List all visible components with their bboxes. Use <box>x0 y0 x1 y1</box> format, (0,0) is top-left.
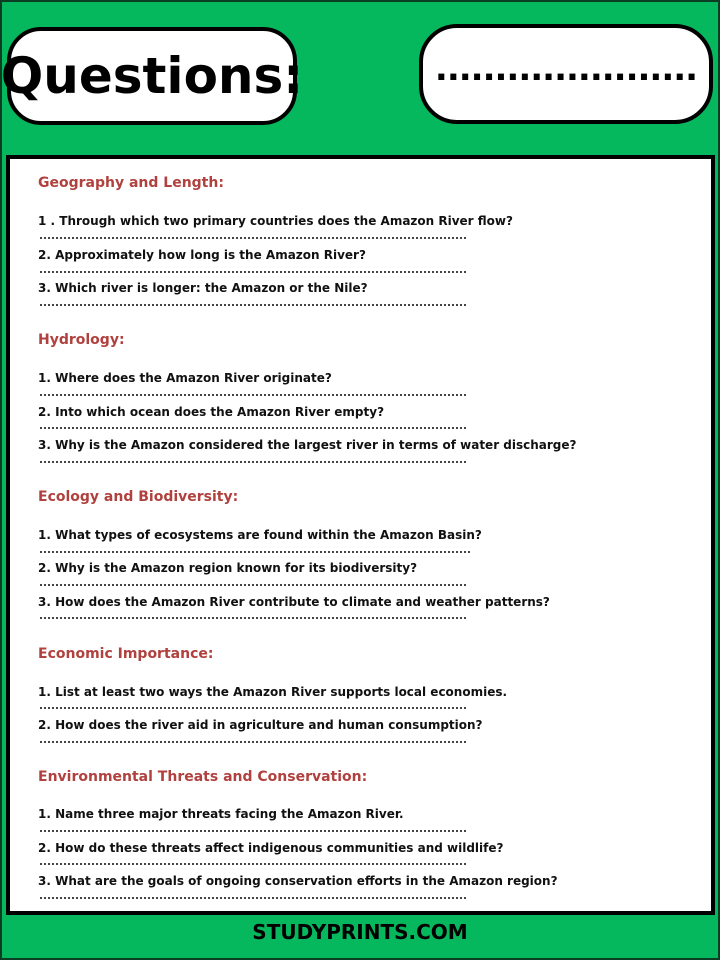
section-title-hydrology: Hydrology: <box>38 332 125 348</box>
answer-line[interactable] <box>40 237 466 239</box>
question: 1. What types of ecosystems are found within the Amazon Basin? <box>38 528 482 542</box>
answer-line[interactable] <box>40 394 466 396</box>
answer-line[interactable] <box>40 707 466 709</box>
title-pill <box>0 27 304 125</box>
page-title: Questions: <box>0 47 304 105</box>
answer-line[interactable] <box>40 863 466 865</box>
answer-line[interactable] <box>40 461 466 463</box>
question: 3. How does the Amazon River contribute to climate and weather patterns? <box>38 595 550 609</box>
section-title-economic: Economic Importance: <box>38 646 214 662</box>
question-sheet <box>6 155 715 915</box>
name-field[interactable] <box>419 24 713 124</box>
question: 2. Into which ocean does the Amazon River empty? <box>38 405 385 419</box>
name-blank: ...................... <box>434 49 698 89</box>
answer-line[interactable] <box>40 584 466 586</box>
question: 2. Approximately how long is the Amazon River? <box>38 248 366 262</box>
question: 1 . Through which two primary countries does the Amazon River flow? <box>38 214 513 228</box>
answer-line[interactable] <box>40 741 466 743</box>
question: 2. Why is the Amazon region known for its biodiversity? <box>38 561 418 575</box>
question: 1. Name three major threats facing the Amazon River. <box>38 807 404 821</box>
footer-site: STUDYPRINTS.COM <box>252 920 468 944</box>
question: 1. Where does the Amazon River originate? <box>38 371 332 385</box>
question: 3. Which river is longer: the Amazon or the Nile? <box>38 281 368 295</box>
answer-line[interactable] <box>40 427 466 429</box>
question: 1. List at least two ways the Amazon River supports local economies. <box>38 685 508 699</box>
question: 3. Why is the Amazon considered the largest river in terms of water discharge? <box>38 438 577 452</box>
answer-line[interactable] <box>40 271 466 273</box>
question: 2. How does the river aid in agriculture and human consumption? <box>38 718 483 732</box>
question: 2. How do these threats affect indigenous communities and wildlife? <box>38 841 504 855</box>
answer-line[interactable] <box>40 830 466 832</box>
question: 3. What are the goals of ongoing conservation efforts in the Amazon region? <box>38 874 558 888</box>
answer-line[interactable] <box>40 304 466 306</box>
answer-line[interactable] <box>40 551 470 553</box>
section-title-ecology: Ecology and Biodiversity: <box>38 489 239 505</box>
section-title-geography: Geography and Length: <box>38 175 224 191</box>
answer-line[interactable] <box>40 617 466 619</box>
answer-line[interactable] <box>40 897 466 899</box>
section-title-environment: Environmental Threats and Conservation: <box>38 769 368 785</box>
